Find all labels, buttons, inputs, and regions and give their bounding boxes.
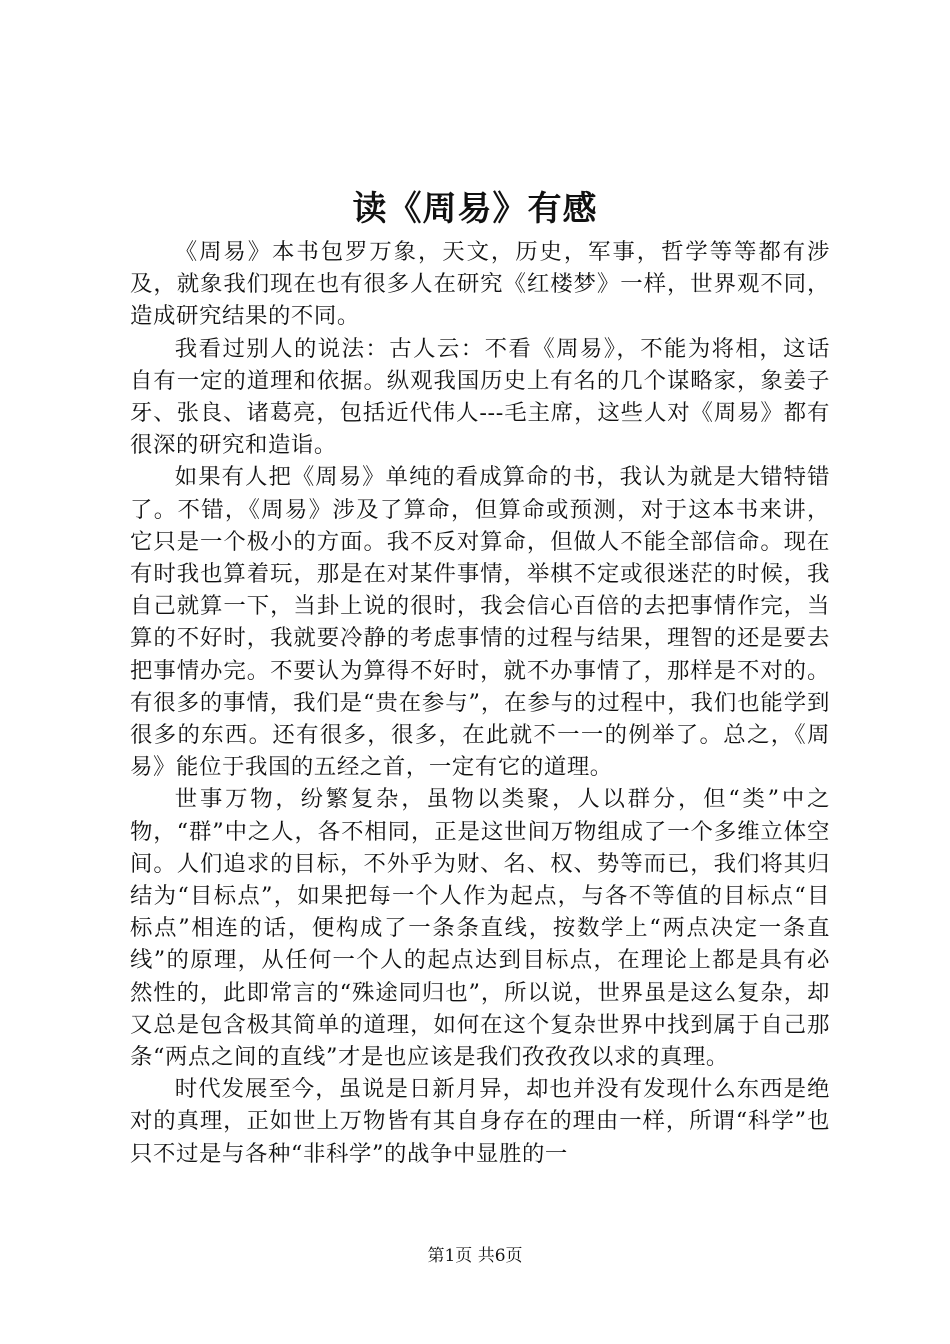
page-footer: 第1页 共6页 <box>427 1246 523 1266</box>
paragraph-2: 我看过别人的说法：古人云：不看《周易》，不能为将相，这话自有一定的道理和依据。纵观我国历史上有名的几个谋略家，象姜子牙、张良、诸葛亮，包括近代伟人---毛主席，这些人对《周易》都有很深的研究和造诣。 <box>130 335 830 459</box>
document-body <box>130 236 830 1170</box>
paragraph-1: 《周易》本书包罗万象，天文，历史，军事，哲学等等都有涉及，就象我们现在也有很多人在研究《红楼梦》一样，世界观不同，造成研究结果的不同。 <box>130 239 830 330</box>
paragraph-3: 如果有人把《周易》单纯的看成算命的书，我认为就是大错特错了。不错，《周易》涉及了算命，但算命或预测，对于这本书来讲，它只是一个极小的方面。我不反对算命，但做人不能全部信命。现在有时我也算着玩，那是在对某件事情，举棋不定或很迷茫的时候，我自己就算一下，当卦上说的很时，我会信心百倍的去把事情作完，当算的不好时，我就要冷静的考虑事情的过程与结果，理智的还是要去把事情办完。不要认为算得不好时，就不办事情了，那样是不对的。有很多的事情，我们是“贵在参与”，在参与的过程中，我们也能学到很多的东西。还有很多，很多，在此就不一一的例举了。总之，《周易》能位于我国的五经之首，一定有它的道理。 <box>130 464 830 781</box>
document-title: 读《周易》有感 <box>352 189 598 229</box>
paragraph-4: 世事万物，纷繁复杂，虽物以类聚，人以群分，但“类”中之物，“群”中之人，各不相同，正是这世间万物组成了一个多维立体空间。人们追求的目标，不外乎为财、名、权、势等而已，我们将其归结为“目标点”，如果把每一个人作为起点，与各不等值的目标点“目标点”相连的话，便构成了一条条直线，按数学上“两点决定一条直线”的原理，从任何一个人的起点达到目标点，在理论上都是具有必然性的，此即常言的“殊途同归也”，所以说，世界虽是这么复杂，却又总是包含极其简单的道理，如何在这个复杂世界中找到属于自己那条“两点之间的直线”才是也应该是我们孜孜孜以求的真理。 <box>130 786 830 1071</box>
paragraph-5: 时代发展至今，虽说是日新月异，却也并没有发现什么东西是绝对的真理，正如世上万物皆有其自身存在的理由一样，所谓“科学”也只不过是与各种“非科学”的战争中显胜的一 <box>130 1076 830 1167</box>
